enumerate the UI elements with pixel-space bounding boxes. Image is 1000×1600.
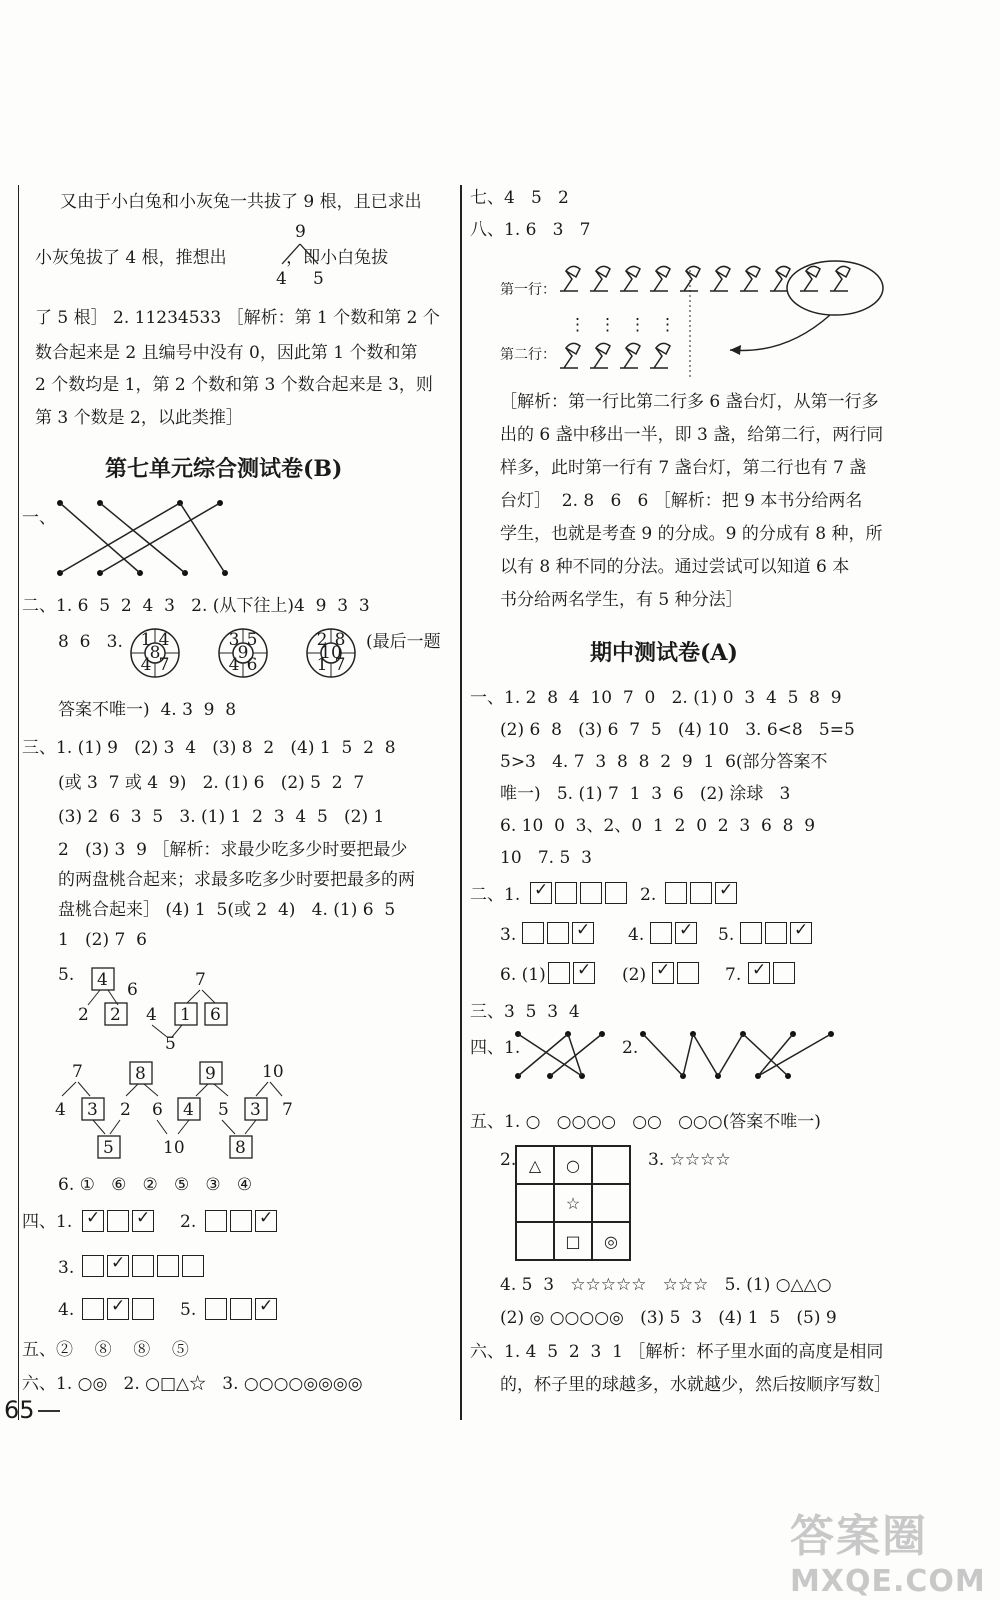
question-label: 2. (500, 1150, 517, 1170)
wheel-number: 5 (246, 630, 258, 650)
checkbox (157, 1255, 179, 1277)
checkbox (690, 882, 712, 904)
text-line: 八、1. 6 3 7 (470, 220, 591, 240)
page-number-dash (38, 1410, 60, 1412)
grid-cell (592, 1184, 630, 1222)
matching-lines (510, 1028, 610, 1083)
wheel-number: 7 (334, 655, 346, 675)
checkbox (548, 962, 570, 984)
checkbox (107, 1210, 129, 1232)
wheel-number: 10 (320, 643, 342, 663)
grid-cell (516, 1222, 554, 1260)
text-line: (或 3 7 或 4 9) 2. (1) 6 (2) 5 2 7 (58, 773, 365, 793)
check-boxes (82, 1255, 207, 1277)
diagram-number: 6 (210, 1005, 221, 1025)
grid-cell: △ (516, 1146, 554, 1184)
checkbox (82, 1210, 104, 1232)
text-line: 唯一) 5. (1) 7 1 3 6 (2) 涂球 3 (500, 784, 791, 804)
question-label: 二、1. (470, 885, 521, 905)
tree-right: 5 (313, 269, 324, 289)
svg-text:⋮: ⋮ (629, 315, 646, 335)
diagram-number: 6 (127, 980, 138, 1000)
text-line: (最后一题 (366, 632, 441, 652)
section-title: 期中测试卷(A) (590, 640, 738, 666)
lamp-icon (830, 266, 850, 291)
svg-text:⋮: ⋮ (659, 315, 676, 335)
text-line: 七、4 5 2 (470, 188, 569, 208)
checkbox (255, 1298, 277, 1320)
question-label: 3. (58, 1258, 75, 1278)
text-line: (3) 2 6 3 5 3. (1) 1 2 3 4 5 (2) 1 (58, 807, 385, 827)
text-line: 台灯］ 2. 8 6 6 ［解析：把 9 本书分给两名 (500, 491, 863, 511)
page-edge-rule (18, 185, 19, 1420)
diagram-number: 6 (152, 1100, 163, 1120)
text-line: 4. 5 3 ☆☆☆☆☆ ☆☆☆ 5. (1) ○△△○ (500, 1275, 832, 1295)
split-diagram-top (70, 965, 240, 1054)
checkbox (765, 922, 787, 944)
text-line: (2) ◎ ○○○○◎ (3) 5 3 (4) 1 5 (5) 9 (500, 1308, 837, 1328)
check-boxes (665, 882, 740, 904)
number-wheels (130, 625, 360, 685)
text-line: 2 (3) 3 9 ［解析：求最少吃多少时要把最少 (58, 840, 408, 860)
checkbox (522, 922, 544, 944)
matching-lines (638, 1028, 838, 1083)
diagram-number: 9 (205, 1064, 216, 1084)
checkbox (107, 1255, 129, 1277)
checkbox (652, 962, 674, 984)
checkbox (773, 962, 795, 984)
text-line: 六、1. 4 5 2 3 1 ［解析：杯子里水面的高度是相同 (470, 1342, 884, 1362)
wheel-number: 8 (334, 630, 346, 650)
checkbox (132, 1298, 154, 1320)
checkbox (675, 922, 697, 944)
lamp-icon (710, 266, 730, 291)
question-label: 四、1. (22, 1212, 73, 1232)
check-boxes (652, 962, 702, 984)
grid-cell: ☆ (554, 1184, 592, 1222)
grid-cell: □ (554, 1222, 592, 1260)
checkbox (82, 1255, 104, 1277)
wheel-number: 7 (158, 655, 170, 675)
checkbox (132, 1255, 154, 1277)
checkbox (748, 962, 770, 984)
diagram-number: 4 (146, 1005, 157, 1025)
diagram-number: 8 (235, 1138, 246, 1158)
checkbox (605, 882, 627, 904)
question-label: 5. (180, 1300, 197, 1320)
diagram-number: 4 (183, 1100, 194, 1120)
diagram-number: 4 (55, 1100, 66, 1120)
checkbox (182, 1255, 204, 1277)
lamp-icon (620, 266, 640, 291)
text-line: 答案不唯一) 4. 3 9 8 (58, 700, 237, 720)
checkbox (790, 922, 812, 944)
text-line: 样多，此时第一行有 7 盏台灯，第二行也有 7 盏 (500, 458, 867, 478)
diagram-number: 10 (163, 1138, 185, 1158)
check-boxes (522, 922, 597, 944)
text-line: 以有 8 种不同的分法。通过尝试可以知道 6 本 (500, 557, 850, 577)
lamp-icon (560, 266, 580, 291)
text-line: 的两盘桃合起来；求最多吃多少时要把最多的两 (58, 870, 415, 890)
text-line: 1 (2) 7 6 (58, 930, 147, 950)
text-line: 8 6 3. (58, 632, 123, 652)
check-boxes (82, 1210, 157, 1232)
check-boxes (530, 882, 630, 904)
diagram-number: 8 (135, 1064, 146, 1084)
lamp-icon (650, 343, 670, 368)
wheel-number: 1 (140, 630, 152, 650)
question-label: 2. (640, 885, 657, 905)
text-line: 一、1. 2 8 4 10 7 0 2. (1) 0 3 4 5 8 9 (470, 688, 842, 708)
question-label: (2) (622, 965, 647, 985)
diagram-number: 3 (87, 1100, 98, 1120)
checkbox (255, 1210, 277, 1232)
checkbox (573, 962, 595, 984)
grid-cell: ○ (554, 1146, 592, 1184)
text-line: 六、1. ○◎ 2. ○□△☆ 3. ○○○○◎◎◎◎ (22, 1374, 363, 1394)
lamp-icon (650, 266, 670, 291)
question-label: 2. (622, 1038, 639, 1058)
text-line: 又由于小白兔和小灰兔一共拔了 9 根，且已求出 (60, 192, 422, 212)
row-label: 第二行： (500, 347, 556, 363)
tree-top: 9 (295, 222, 306, 242)
text-line: (2) 6 8 (3) 6 7 5 (4) 10 3. 6<8 5=5 (500, 720, 855, 740)
text-line: 二、1. 6 5 2 4 3 2. (从下往上)4 9 3 3 (22, 596, 370, 616)
diagram-number: 2 (120, 1100, 131, 1120)
lamp-icon (620, 343, 640, 368)
checkbox (740, 922, 762, 944)
wheel-number: 2 (316, 630, 328, 650)
checkbox (715, 882, 737, 904)
question-label: 3. (500, 925, 517, 945)
question-label: 四、1. (470, 1038, 521, 1058)
checkbox (580, 882, 602, 904)
question-label: 6. (1) (500, 965, 546, 985)
split-diagram-bottom (50, 1060, 310, 1165)
svg-text:⋮: ⋮ (599, 315, 616, 335)
text-line: 小灰兔拔了 4 根，推想出 ，即小白兔拔 (35, 248, 389, 268)
checkbox (230, 1298, 252, 1320)
checkbox (82, 1298, 104, 1320)
question-label: 一、 (22, 508, 56, 528)
watermark-url: MXQE.COM (790, 1564, 986, 1599)
text-line: 学生，也就是考查 9 的分成。9 的分成有 8 种，所 (500, 524, 883, 544)
checkbox (677, 962, 699, 984)
wheel-number: 8 (149, 643, 161, 663)
matching-lines (50, 495, 240, 580)
row-label: 第一行： (500, 282, 556, 298)
grid-cell (516, 1184, 554, 1222)
wheel-number: 1 (316, 655, 328, 675)
lamp-icon (740, 266, 760, 291)
text-line: 五、1. ○ ○○○○ ○○ ○○○(答案不唯一) (470, 1112, 821, 1132)
question-label: 2. (180, 1212, 197, 1232)
checkbox (572, 922, 594, 944)
text-line: 2 个数均是 1，第 2 个数和第 3 个数合起来是 3，则 (35, 375, 433, 395)
grid-cell: ◎ (592, 1222, 630, 1260)
diagram-number: 7 (282, 1100, 293, 1120)
diagram-number: 7 (72, 1062, 83, 1082)
text-line: 的，杯子里的球越多，水就越少，然后按顺序写数］ (500, 1375, 891, 1395)
text-line: 书分给两名学生，有 5 种分法］ (500, 590, 743, 610)
page-number: 65 (4, 1396, 35, 1424)
text-line: ［解析：第一行比第二行多 6 盏台灯，从第一行多 (500, 392, 879, 412)
lamp-icon (590, 266, 610, 291)
lamp-icon (560, 343, 580, 368)
checkbox (530, 882, 552, 904)
lamps-diagram (555, 260, 895, 380)
diagram-number: 3 (250, 1100, 261, 1120)
check-boxes (205, 1210, 280, 1232)
wheel-number: 4 (158, 630, 170, 650)
checkbox (650, 922, 672, 944)
text-line: 数合起来是 2 且编号中没有 0，因此第 1 个数和第 (35, 343, 418, 363)
grid-cell (592, 1146, 630, 1184)
check-boxes (205, 1298, 280, 1320)
text-line: 三、3 5 3 4 (470, 1002, 580, 1022)
check-boxes (82, 1298, 157, 1320)
text-line: 五、② ⑧ ⑧ ⑤ (22, 1340, 189, 1360)
question-label: 4. (58, 1300, 75, 1320)
question-label: 5. (58, 965, 75, 985)
lamp-icon (590, 343, 610, 368)
wheel-number: 3 (228, 630, 240, 650)
checkbox (665, 882, 687, 904)
section-title: 第七单元综合测试卷(B) (105, 456, 343, 482)
wheel-number: 9 (237, 643, 249, 663)
text-line: 10 7. 5 3 (500, 848, 592, 868)
checkbox (205, 1298, 227, 1320)
diagram-number: 5 (103, 1138, 114, 1158)
wheel-number: 4 (140, 655, 152, 675)
text-line: 6. ① ⑥ ② ⑤ ③ ④ (58, 1175, 253, 1195)
text-line: 盘桃合起来］ (4) 1 5(或 2 4) 4. (1) 6 5 (58, 900, 396, 920)
question-label: 5. (718, 925, 735, 945)
check-boxes (748, 962, 798, 984)
text-line: 6. 10 0 3、2、0 1 2 0 2 3 6 8 9 (500, 816, 816, 836)
tree-left: 4 (276, 269, 287, 289)
text-line: 5>3 4. 7 3 8 8 2 9 1 6(部分答案不 (500, 752, 828, 772)
wheel-number: 4 (228, 655, 240, 675)
text-line: 3. ☆☆☆☆ (648, 1150, 731, 1170)
text-line: 三、1. (1) 9 (2) 3 4 (3) 8 2 (4) 1 5 2 8 (22, 738, 396, 758)
checkbox (107, 1298, 129, 1320)
diagram-number: 2 (78, 1005, 89, 1025)
check-boxes (650, 922, 700, 944)
shape-grid (515, 1145, 631, 1261)
diagram-number: 7 (195, 970, 206, 990)
checkbox (230, 1210, 252, 1232)
lamp-icon (800, 266, 820, 291)
text-line: 第 3 个数是 2，以此类推］ (35, 408, 243, 428)
column-divider (460, 185, 462, 1420)
diagram-number: 5 (218, 1100, 229, 1120)
diagram-number: 5 (165, 1034, 176, 1054)
checkbox (132, 1210, 154, 1232)
text-line: 出的 6 盏中移出一半，即 3 盏，给第二行，两行同 (500, 425, 884, 445)
checkbox (205, 1210, 227, 1232)
check-boxes (740, 922, 815, 944)
number-split-tree (268, 222, 338, 292)
text-line: 了 5 根］ 2. 11234533 ［解析：第 1 个数和第 2 个 (35, 308, 440, 328)
question-label: 4. (628, 925, 645, 945)
question-label: 7. (725, 965, 742, 985)
diagram-number: 2 (110, 1005, 121, 1025)
wheel-number: 6 (246, 655, 258, 675)
checkbox (555, 882, 577, 904)
check-boxes (548, 962, 598, 984)
checkbox (547, 922, 569, 944)
watermark (790, 1500, 986, 1599)
diagram-number: 10 (262, 1062, 284, 1082)
watermark-logo: 答案圈 (790, 1511, 928, 1562)
svg-text:⋮: ⋮ (569, 315, 586, 335)
diagram-number: 4 (97, 970, 108, 990)
diagram-number: 1 (180, 1005, 191, 1025)
